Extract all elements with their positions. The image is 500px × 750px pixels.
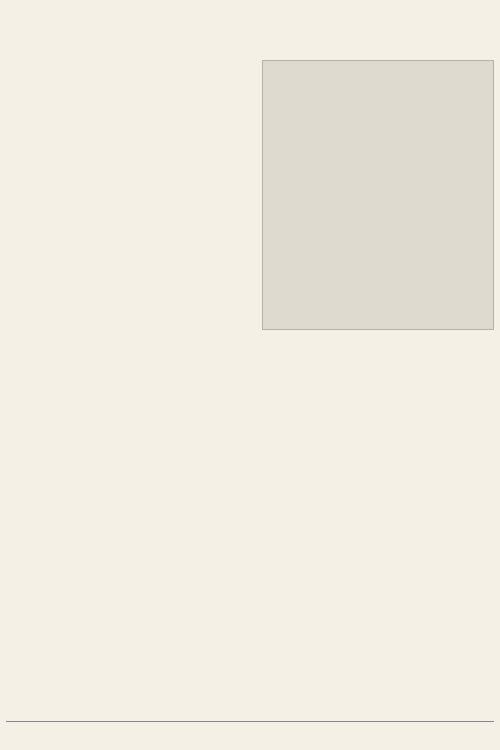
footer xyxy=(6,721,494,742)
right-column xyxy=(262,0,494,340)
advisors-box xyxy=(262,60,494,330)
